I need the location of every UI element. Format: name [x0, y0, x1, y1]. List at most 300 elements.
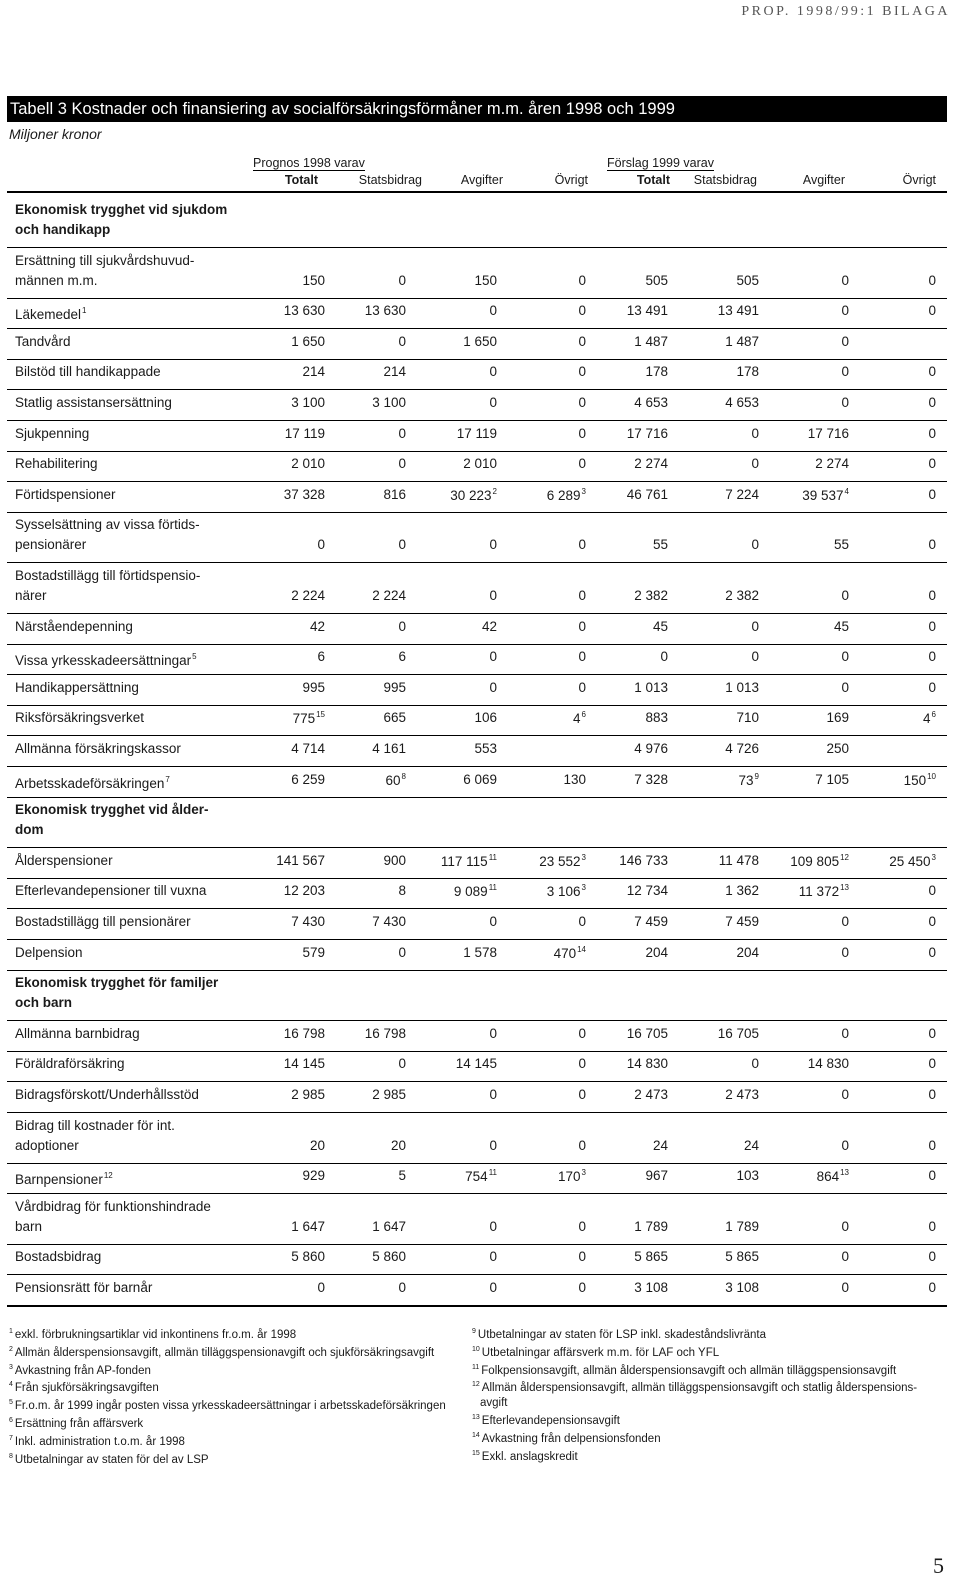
table-cell: 214	[383, 364, 406, 380]
table-row	[0, 1164, 960, 1194]
row-label: Pensionsrätt för barnår	[15, 1280, 153, 1295]
table-cell: 0	[317, 537, 325, 553]
footnote-ref: 3	[931, 852, 936, 862]
table-cell: 42	[481, 618, 497, 634]
table-row	[0, 645, 960, 675]
column-header: Övrigt	[902, 173, 936, 187]
column-header: Övrigt	[554, 173, 588, 187]
footnote: $^{13}$ Efterlevandepensionsavgift	[472, 1413, 620, 1427]
row-label: Sysselsättning av vissa förtids- pensionärer	[15, 517, 200, 553]
table-cell: 146 733	[619, 852, 668, 868]
table-cell: 0	[928, 425, 936, 441]
row-label: Ekonomisk trygghet vid ålder- dom	[15, 802, 209, 838]
table-cell: 16 705	[717, 1025, 759, 1041]
table-cell: 1 013	[725, 679, 759, 695]
table-cell: 0	[578, 425, 586, 441]
table-row	[0, 676, 960, 706]
table-cell: 553	[474, 741, 497, 756]
table-cell: 20	[309, 1137, 325, 1153]
table-cell: 55	[652, 537, 668, 553]
table-cell: 0	[928, 272, 936, 288]
table-cell: 0	[841, 1218, 849, 1234]
table-cell: 204	[645, 944, 668, 960]
table-cell: 0	[751, 618, 759, 634]
table-cell: 0	[660, 649, 668, 665]
table-cell: 0	[489, 1280, 497, 1295]
table-cell: 55	[833, 537, 849, 553]
table-cell: 0	[578, 272, 586, 288]
table-cell: 24	[652, 1137, 668, 1153]
table-cell: 214	[302, 364, 325, 380]
table-cell: 505	[645, 272, 668, 288]
table-cell: 0	[398, 944, 406, 960]
row-label: Tandvård	[15, 333, 71, 349]
table-cell: 0	[928, 1137, 936, 1153]
table-cell: 995	[302, 679, 325, 695]
table-cell: 45	[652, 618, 668, 634]
table-cell: 1 647	[372, 1218, 406, 1234]
row-label: Bidragsförskott/Underhållsstöd	[15, 1087, 199, 1102]
table-cell: 505	[736, 272, 759, 288]
table-cell: 0	[928, 1056, 936, 1072]
table-row	[0, 615, 960, 645]
table-cell: $754^{11}$	[465, 1168, 497, 1185]
table-cell: 0	[398, 1056, 406, 1072]
row-label: Riksförsäkringsverket	[15, 710, 145, 726]
table-cell: 0	[928, 649, 936, 665]
footnote-ref: 3	[581, 486, 586, 496]
table-cell: 204	[736, 944, 759, 960]
footnote: avgift	[480, 1397, 508, 1410]
table-cell: 0	[928, 588, 936, 603]
table-cell: 0	[398, 333, 406, 349]
table-cell: 42	[309, 618, 325, 634]
footnote: $^5$ Fr.o.m. år 1999 ingår posten vissa yrkesskadeersättningar i arbetsskadeförsäkringen	[9, 1399, 446, 1413]
table-cell: 7 224	[725, 486, 759, 502]
table-cell: 0	[841, 1249, 849, 1265]
table-cell: 0	[489, 1218, 497, 1234]
table-cell: 0	[578, 303, 586, 319]
table-cell: 1 362	[725, 883, 759, 899]
table-cell: 0	[928, 1025, 936, 1041]
footnote-ref: 14	[577, 944, 586, 954]
table-row	[0, 706, 960, 736]
row-label: Vårdbidrag för funktionshindrade barn	[15, 1198, 211, 1234]
footnote: $^{10}$ Utbetalningar affärsverk m.m. för LAF och YFL	[472, 1345, 720, 1359]
footnote-ref: 3	[581, 883, 586, 893]
table-cell: 5 860	[372, 1249, 406, 1265]
table-cell: 13 491	[717, 303, 759, 319]
table-cell: 0	[928, 883, 936, 899]
table-cell: 169	[826, 710, 849, 726]
table-cell: 0	[578, 1218, 586, 1234]
row-label: Arbetsskadeförsäkringen$^7$	[15, 774, 170, 791]
table-cell: 0	[928, 679, 936, 695]
table-cell: 0	[489, 649, 497, 665]
table-cell: 117 $115^{11}$	[440, 852, 497, 869]
column-header: Avgifter	[460, 173, 503, 187]
column-header: Statsbidrag	[358, 173, 422, 187]
table-cell: 0	[928, 1087, 936, 1102]
table-cell: 5 865	[725, 1249, 759, 1265]
table-cell: 3 108	[725, 1280, 759, 1295]
table-cell: 0	[398, 425, 406, 441]
header-rule	[7, 191, 947, 193]
table-cell: 0	[578, 1137, 586, 1153]
table-cell: 4 653	[725, 395, 759, 410]
table-cell: 0	[841, 272, 849, 288]
table-cell: 14 830	[807, 1056, 849, 1072]
table-row	[0, 1245, 960, 1275]
table-cell: 0	[489, 588, 497, 603]
table-cell: 0	[928, 486, 936, 502]
row-label: Barnpensioner$^{12}$	[15, 1171, 113, 1188]
table-cell: 929	[302, 1168, 325, 1184]
table-cell: 0	[578, 456, 586, 472]
table-cell: 0	[841, 588, 849, 603]
table-cell: 0	[398, 618, 406, 634]
table-cell: 0	[578, 1087, 586, 1102]
table-cell: $470^{14}$	[553, 944, 586, 961]
table-cell: 4 726	[725, 741, 759, 756]
table-row	[0, 910, 960, 940]
table-cell: 7 105	[815, 771, 849, 787]
row-label: Ekonomisk trygghet för familjer och barn	[15, 975, 219, 1011]
table-cell: 0	[578, 1249, 586, 1265]
row-label: Rehabilitering	[15, 456, 98, 472]
row-label: Bilstöd till handikappade	[15, 364, 161, 380]
footnote-ref: 9	[754, 771, 759, 781]
footnote: $^8$ Utbetalningar av staten för del av LSP	[9, 1452, 209, 1466]
table-cell: 0	[751, 425, 759, 441]
table-cell: 6	[398, 649, 406, 665]
row-label: Bidrag till kostnader för int. adoptioner	[15, 1117, 175, 1153]
footnote-ref: 10	[927, 771, 936, 781]
table-cell: 1 650	[463, 333, 497, 349]
footnote-ref: 1	[82, 306, 87, 316]
row-label: Närståendepenning	[15, 618, 133, 634]
table-row	[0, 1022, 960, 1052]
table-cell: 0	[928, 456, 936, 472]
table-cell: 0	[928, 537, 936, 553]
table-cell: 4 714	[291, 741, 325, 756]
table-cell: 30 $223^2$	[450, 486, 497, 503]
table-cell: 0	[841, 395, 849, 410]
table-cell: 2 274	[634, 456, 668, 472]
table-cell: 0	[489, 679, 497, 695]
table-cell: 0	[928, 944, 936, 960]
table-cell: 0	[841, 914, 849, 929]
table-cell: $60^8$	[385, 771, 406, 788]
table-cell: 0	[578, 364, 586, 380]
section-header	[0, 198, 960, 248]
table-cell: 710	[736, 710, 759, 726]
table-cell: 2 985	[291, 1087, 325, 1102]
table-cell: $4^6$	[923, 710, 936, 727]
page-number: 5	[933, 1553, 944, 1578]
table-cell: 150	[302, 272, 325, 288]
footnotes-right	[472, 1325, 917, 1464]
row-label: Bostadstillägg till förtidspensio- närer	[15, 568, 201, 603]
table-cell: 2 985	[372, 1087, 406, 1102]
row-label: Allmänna barnbidrag	[15, 1025, 140, 1041]
table-cell: 5 865	[634, 1249, 668, 1265]
table-subtitle: Miljoner kronor	[9, 126, 102, 142]
footnote-ref: 5	[192, 652, 197, 662]
table-cell: 2 274	[815, 456, 849, 472]
table-cell: 23 $552^3$	[539, 852, 586, 869]
row-label: Sjukpenning	[15, 425, 90, 441]
table-row	[0, 422, 960, 452]
table-cell: 0	[489, 1249, 497, 1265]
table-cell: 0	[751, 537, 759, 553]
table-cell: 11 478	[718, 852, 759, 868]
table-cell: 17 716	[807, 425, 849, 441]
table-cell: 0	[578, 649, 586, 665]
table-cell: 7 328	[634, 771, 668, 787]
footnote-ref: 3	[581, 1168, 586, 1178]
table-cell: 16 798	[283, 1025, 325, 1041]
row-label: Efterlevandepensioner till vuxna	[15, 883, 207, 899]
column-header: Totalt	[284, 173, 318, 187]
table-cell: 2 224	[291, 588, 325, 603]
table-row	[0, 1114, 960, 1164]
footnote: $^1$ exkl. förbrukningsartiklar vid inkontinens fr.o.m. år 1998	[9, 1328, 297, 1341]
table-cell: 46 761	[626, 486, 668, 502]
table-cell: 0	[489, 1025, 497, 1041]
table-cell: 1 487	[725, 333, 759, 349]
table-cell: $864^{13}$	[816, 1168, 849, 1185]
row-label: Ersättning till sjukvårdshuvud- männen m.m.	[15, 252, 195, 288]
footnote-ref: 11	[488, 852, 497, 862]
table-cell: $775^{15}$	[292, 710, 325, 727]
table-cell: 103	[736, 1168, 759, 1184]
footnote-ref: 12	[103, 1171, 113, 1181]
row-label: Ålderspensioner	[15, 852, 113, 868]
table-cell: 2 010	[463, 456, 497, 472]
table-cell: 17 716	[626, 425, 668, 441]
table-cell: 0	[489, 1087, 497, 1102]
footnote: $^{15}$ Exkl. anslagskredit	[472, 1449, 578, 1463]
table-cell: 150	[474, 272, 497, 288]
table-cell: 37 328	[283, 486, 325, 502]
table-cell: 3 100	[291, 395, 325, 410]
table-cell: 0	[928, 1280, 936, 1295]
table-cell: 16 798	[364, 1025, 406, 1041]
table-cell: 14 145	[283, 1056, 325, 1072]
table-cell: 39 $537^4$	[802, 486, 849, 503]
table-cell: 0	[928, 1168, 936, 1184]
footnote: $^{11}$ Folkpensionsavgift, allmän ålderspensionsavgift och allmän tilläggspensionsavgift	[472, 1363, 897, 1377]
row-label: Föräldraförsäkring	[15, 1056, 125, 1072]
footnote-ref: 6	[931, 710, 936, 720]
table-cell: 816	[383, 486, 406, 502]
row-label: Vissa yrkesskadeersättningar$^5$	[15, 652, 197, 669]
table-cell: 2 224	[372, 588, 406, 603]
table-cell: 2 382	[634, 588, 668, 603]
table-cell: 6 069	[463, 771, 497, 787]
table-cell: 0	[841, 333, 849, 349]
table-cell: 7 430	[291, 914, 325, 929]
table-cell: 4 161	[372, 741, 406, 756]
table-cell: 12 203	[283, 883, 325, 899]
table-cell: 9 $089^{11}$	[453, 883, 497, 900]
table-row	[0, 1052, 960, 1082]
table-cell: 0	[928, 1249, 936, 1265]
table-cell: 0	[841, 1025, 849, 1041]
table-cell: 3 $106^3$	[546, 883, 586, 900]
table-cell: 967	[645, 1168, 668, 1184]
table-cell: 0	[489, 303, 497, 319]
table-cell: $150^{10}$	[903, 771, 936, 788]
table-row	[0, 849, 960, 879]
footnote-ref: 3	[581, 852, 586, 862]
row-label: Delpension	[15, 944, 83, 960]
table-cell: 7 459	[725, 914, 759, 929]
table-cell: 11 $372^{13}$	[798, 883, 849, 900]
table-row	[0, 249, 960, 299]
table-cell: 0	[578, 588, 586, 603]
table-cell: 1 789	[634, 1218, 668, 1234]
table-cell: 16 705	[626, 1025, 668, 1041]
table-cell: 1 578	[463, 944, 497, 960]
table-cell: 14 830	[626, 1056, 668, 1072]
footnote: $^4$ Från sjukförsäkringsavgiften	[9, 1381, 159, 1395]
table-cell: 12 734	[626, 883, 668, 899]
table-cell: 130	[563, 771, 586, 787]
footnote: $^{12}$ Allmän ålderspensionsavgift, allmän tilläggspensionsavgift och statlig ålderspensions-	[472, 1381, 918, 1395]
table-cell: 178	[736, 364, 759, 380]
table-row	[0, 330, 960, 360]
table-cell: 0	[928, 395, 936, 410]
table-cell: 7 430	[372, 914, 406, 929]
row-label: Bostadsbidrag	[15, 1249, 102, 1265]
table-cell: 45	[833, 618, 849, 634]
table-cell: 665	[383, 710, 406, 726]
section-header	[0, 971, 960, 1021]
table-cell: 883	[645, 710, 668, 726]
footnote-ref: 4	[844, 486, 849, 496]
footnote-ref: 13	[840, 1168, 849, 1178]
table-cell: 0	[578, 914, 586, 929]
table-cell: 0	[928, 1218, 936, 1234]
table-row	[0, 768, 960, 798]
row-label: Läkemedel$^1$	[15, 306, 87, 323]
column-header: Totalt	[636, 173, 670, 187]
table-cell: 17 119	[284, 425, 325, 441]
table-row	[0, 564, 960, 614]
table-cell: 2 382	[725, 588, 759, 603]
table-cell: 0	[841, 1137, 849, 1153]
table-cell: 0	[841, 649, 849, 665]
table-cell: 0	[317, 1280, 325, 1295]
table-row	[0, 879, 960, 909]
table-row	[0, 513, 960, 563]
table-cell: 0	[841, 1280, 849, 1295]
footnotes-left	[9, 1325, 446, 1467]
group-header-1999: Förslag 1999 varav	[607, 156, 715, 170]
row-label: Ekonomisk trygghet vid sjukdom och handikapp	[15, 202, 228, 237]
footnote-ref: 15	[316, 710, 325, 720]
table-cell: 1 789	[725, 1218, 759, 1234]
footnote-ref: 2	[492, 486, 497, 496]
table-row	[0, 299, 960, 329]
table-cell: 0	[578, 537, 586, 553]
table-cell: $73^9$	[738, 771, 759, 788]
table-cell: 579	[302, 944, 325, 960]
group-header-1998: Prognos 1998 varav	[253, 156, 365, 170]
page-header: PROP. 1998/99:1 BILAGA	[741, 4, 950, 19]
table-row	[0, 1195, 960, 1245]
table-row	[0, 1276, 960, 1306]
footnote-ref: 11	[488, 883, 497, 893]
table-cell: 17 119	[456, 425, 497, 441]
table-cell: 0	[841, 944, 849, 960]
footnote: $^2$ Allmän ålderspensionsavgift, allmän tilläggspensionavgift och sjukförsäkringsavgift	[9, 1345, 435, 1359]
table-cell: 1 647	[291, 1218, 325, 1234]
footnote: $^7$ Inkl. administration t.o.m. år 1998	[9, 1434, 185, 1448]
table-cell: 4 653	[634, 395, 668, 410]
column-header: Statsbidrag	[693, 173, 757, 187]
row-label: Bostadstillägg till pensionärer	[15, 914, 191, 929]
table-row	[0, 452, 960, 482]
table-cell: 1 650	[291, 333, 325, 349]
table-row	[0, 391, 960, 421]
table-cell: 0	[398, 272, 406, 288]
table-cell: $4^6$	[573, 710, 586, 727]
footnote-ref: 7	[165, 774, 170, 784]
table-cell: 250	[826, 741, 849, 756]
table-cell: 5	[398, 1168, 406, 1184]
table-cell: $170^3$	[558, 1168, 586, 1185]
table-cell: 13 630	[364, 303, 406, 319]
table-cell: 0	[489, 1137, 497, 1153]
table-cell: 0	[398, 1280, 406, 1295]
table-cell: 1 487	[634, 333, 668, 349]
row-label: Förtidspensioner	[15, 486, 116, 502]
table-cell: 900	[383, 852, 406, 868]
table-cell: 14 145	[455, 1056, 497, 1072]
table-cell: 20	[390, 1137, 406, 1153]
table-cell: 6	[317, 649, 325, 665]
table-cell: 0	[578, 395, 586, 410]
table-row	[0, 360, 960, 390]
table-cell: 0	[928, 364, 936, 380]
row-label: Allmänna försäkringskassor	[15, 741, 181, 756]
table-cell: 141 567	[276, 852, 325, 868]
table-cell: 2 473	[634, 1087, 668, 1102]
row-label: Handikappersättning	[15, 679, 139, 695]
column-header: Avgifter	[802, 173, 845, 187]
footnote: $^3$ Avkastning från AP-fonden	[9, 1363, 151, 1377]
table-title: Tabell 3 Kostnader och finansiering av socialförsäkringsförmåner m.m. åren 1998 och 1999	[7, 96, 947, 122]
table-cell: 0	[578, 333, 586, 349]
footnote: $^{14}$ Avkastning från delpensionsfonden	[472, 1431, 661, 1445]
table-cell: 1 013	[634, 679, 668, 695]
table-cell: 0	[489, 537, 497, 553]
table-cell: 0	[489, 914, 497, 929]
footnote-ref: 13	[840, 883, 849, 893]
table-cell: 0	[578, 1056, 586, 1072]
table-cell: 0	[398, 456, 406, 472]
table-cell: 0	[841, 1087, 849, 1102]
table-cell: 0	[489, 364, 497, 380]
table-cell: 7 459	[634, 914, 668, 929]
table-row	[0, 941, 960, 971]
table-cell: 0	[578, 1280, 586, 1295]
table-cell: 0	[578, 618, 586, 634]
table-cell: 6 259	[291, 771, 325, 787]
